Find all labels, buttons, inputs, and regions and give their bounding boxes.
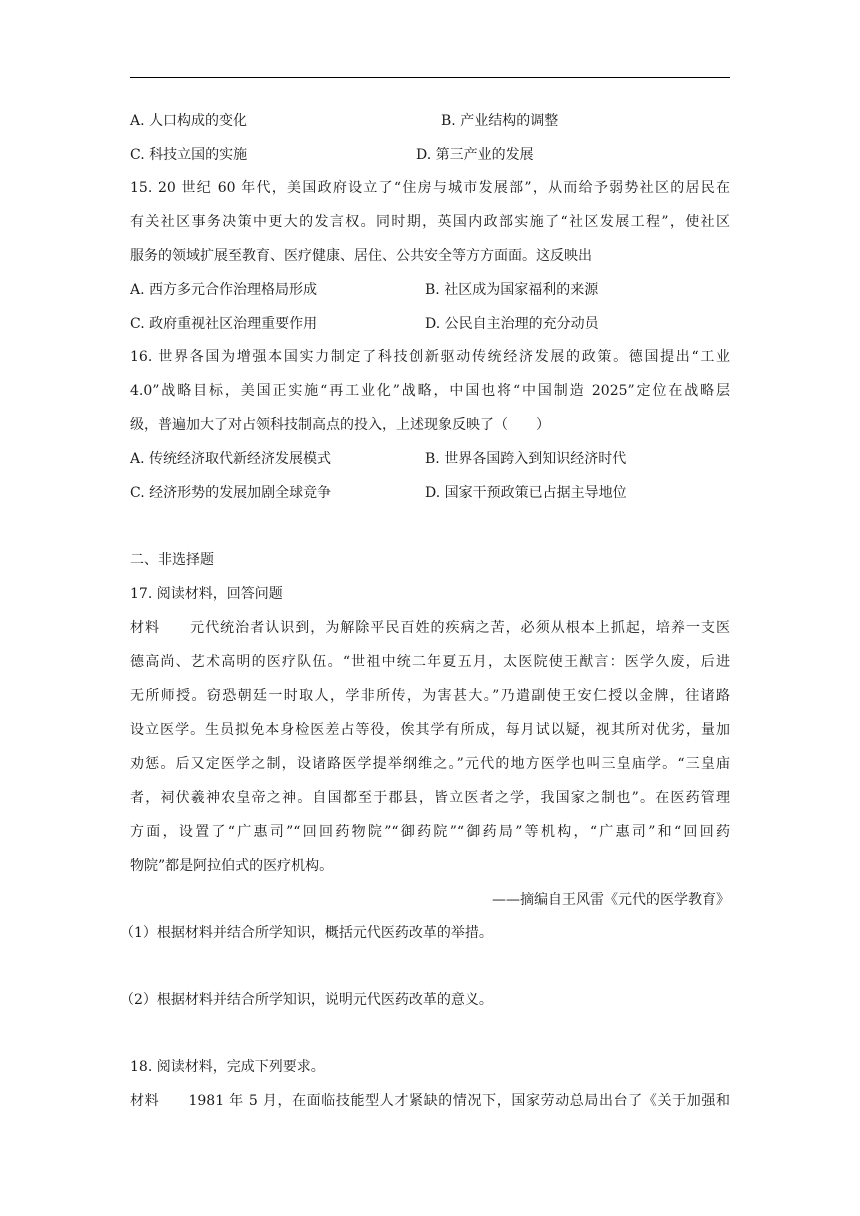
q14-option-d: D. 第三产业的发展 — [416, 147, 534, 163]
q17-material-line-7: 方面，设置了“广惠司”“回回药物院”“御药院”“御药局”等机构，“广惠司”和“回回药 — [130, 824, 730, 840]
q15-stem-line-3: 服务的领域扩展至教育、医疗健康、居住、公共安全等方方面面。这反映出 — [130, 248, 592, 264]
q16-option-c: C. 经济形势的发展加剧全球竞争 — [130, 485, 332, 501]
q17-subquestion-2: （2）根据材料并结合所学知识，说明元代医药改革的意义。 — [120, 992, 493, 1008]
q17-title: 17. 阅读材料，回答问题 — [130, 586, 283, 602]
q17-material-line-4: 设立医学。生员拟免本身检医差占等役，俟其学有所成，每月试以疑，视其所对优劣，量加 — [130, 722, 730, 738]
q17-material-line-5: 劝惩。后又定医学之制，设诸路医学提举纲维之。”元代的地方医学也叫三皇庙学。“三皇庙 — [130, 756, 730, 772]
q18-title: 18. 阅读材料，完成下列要求。 — [130, 1059, 325, 1075]
q17-subquestion-1: （1）根据材料并结合所学知识，概括元代医药改革的举措。 — [120, 925, 493, 941]
section-heading: 二、非选择题 — [130, 552, 214, 568]
q16-option-a: A. 传统经济取代新经济发展模式 — [130, 451, 332, 467]
q17-material-line-1: 材料 元代统治者认识到，为解除平民百姓的疾病之苦，必须从根本上抓起，培养一支医 — [130, 620, 730, 636]
q16-option-b: B. 世界各国跨入到知识经济时代 — [425, 451, 627, 467]
q15-option-a: A. 西方多元合作治理格局形成 — [130, 282, 318, 298]
q17-material-line-3: 无所师授。窃恐朝廷一时取人，学非所传，为害甚大。”乃遣副使王安仁授以金牌，往诸路 — [130, 688, 730, 704]
q16-option-d: D. 国家干预政策已占据主导地位 — [425, 485, 627, 501]
q16-stem-line-3: 级，普遍加大了对占领科技制高点的投入，上述现象反映了（ ） — [130, 417, 550, 433]
q14-option-c: C. 科技立国的实施 — [130, 147, 248, 163]
q15-option-b: B. 社区成为国家福利的来源 — [425, 282, 599, 298]
q15-stem-line-2: 有关社区事务决策中更大的发言权。同时期，英国内政部实施了“社区发展工程”，使社区 — [130, 214, 730, 230]
q15-stem-line-1: 15. 20 世纪 60 年代，美国政府设立了“住房与城市发展部”，从而给予弱势社区的居民在 — [130, 180, 730, 196]
q16-stem-line-2: 4.0”战略目标，美国正实施“再工业化”战略，中国也将“中国制造 2025”定位在战略层 — [130, 383, 730, 399]
q17-source-citation: ——摘编自王风雷《元代的医学教育》 — [492, 892, 730, 908]
q14-option-b: B. 产业结构的调整 — [441, 113, 559, 129]
q17-material-line-2: 德高尚、艺术高明的医疗队伍。“世祖中统二年夏五月，太医院使王猷言：医学久废，后进 — [130, 654, 730, 670]
header-rule — [130, 77, 730, 78]
q15-option-d: D. 公民自主治理的充分动员 — [425, 316, 599, 332]
q17-material-line-8: 物院”都是阿拉伯式的医疗机构。 — [130, 858, 334, 874]
q16-stem-line-1: 16. 世界各国为增强本国实力制定了科技创新驱动传统经济发展的政策。德国提出“工业 — [130, 349, 730, 365]
q18-material-line-1: 材料 1981 年 5 月，在面临技能型人才紧缺的情况下，国家劳动总局出台了《关于加强和 — [130, 1093, 730, 1109]
q14-option-a: A. 人口构成的变化 — [130, 113, 248, 129]
q17-material-line-6: 者，祠伏羲神农皇帝之神。自国都至于郡县，皆立医者之学，我国家之制也”。在医药管理 — [130, 790, 730, 806]
q15-option-c: C. 政府重视社区治理重要作用 — [130, 316, 318, 332]
